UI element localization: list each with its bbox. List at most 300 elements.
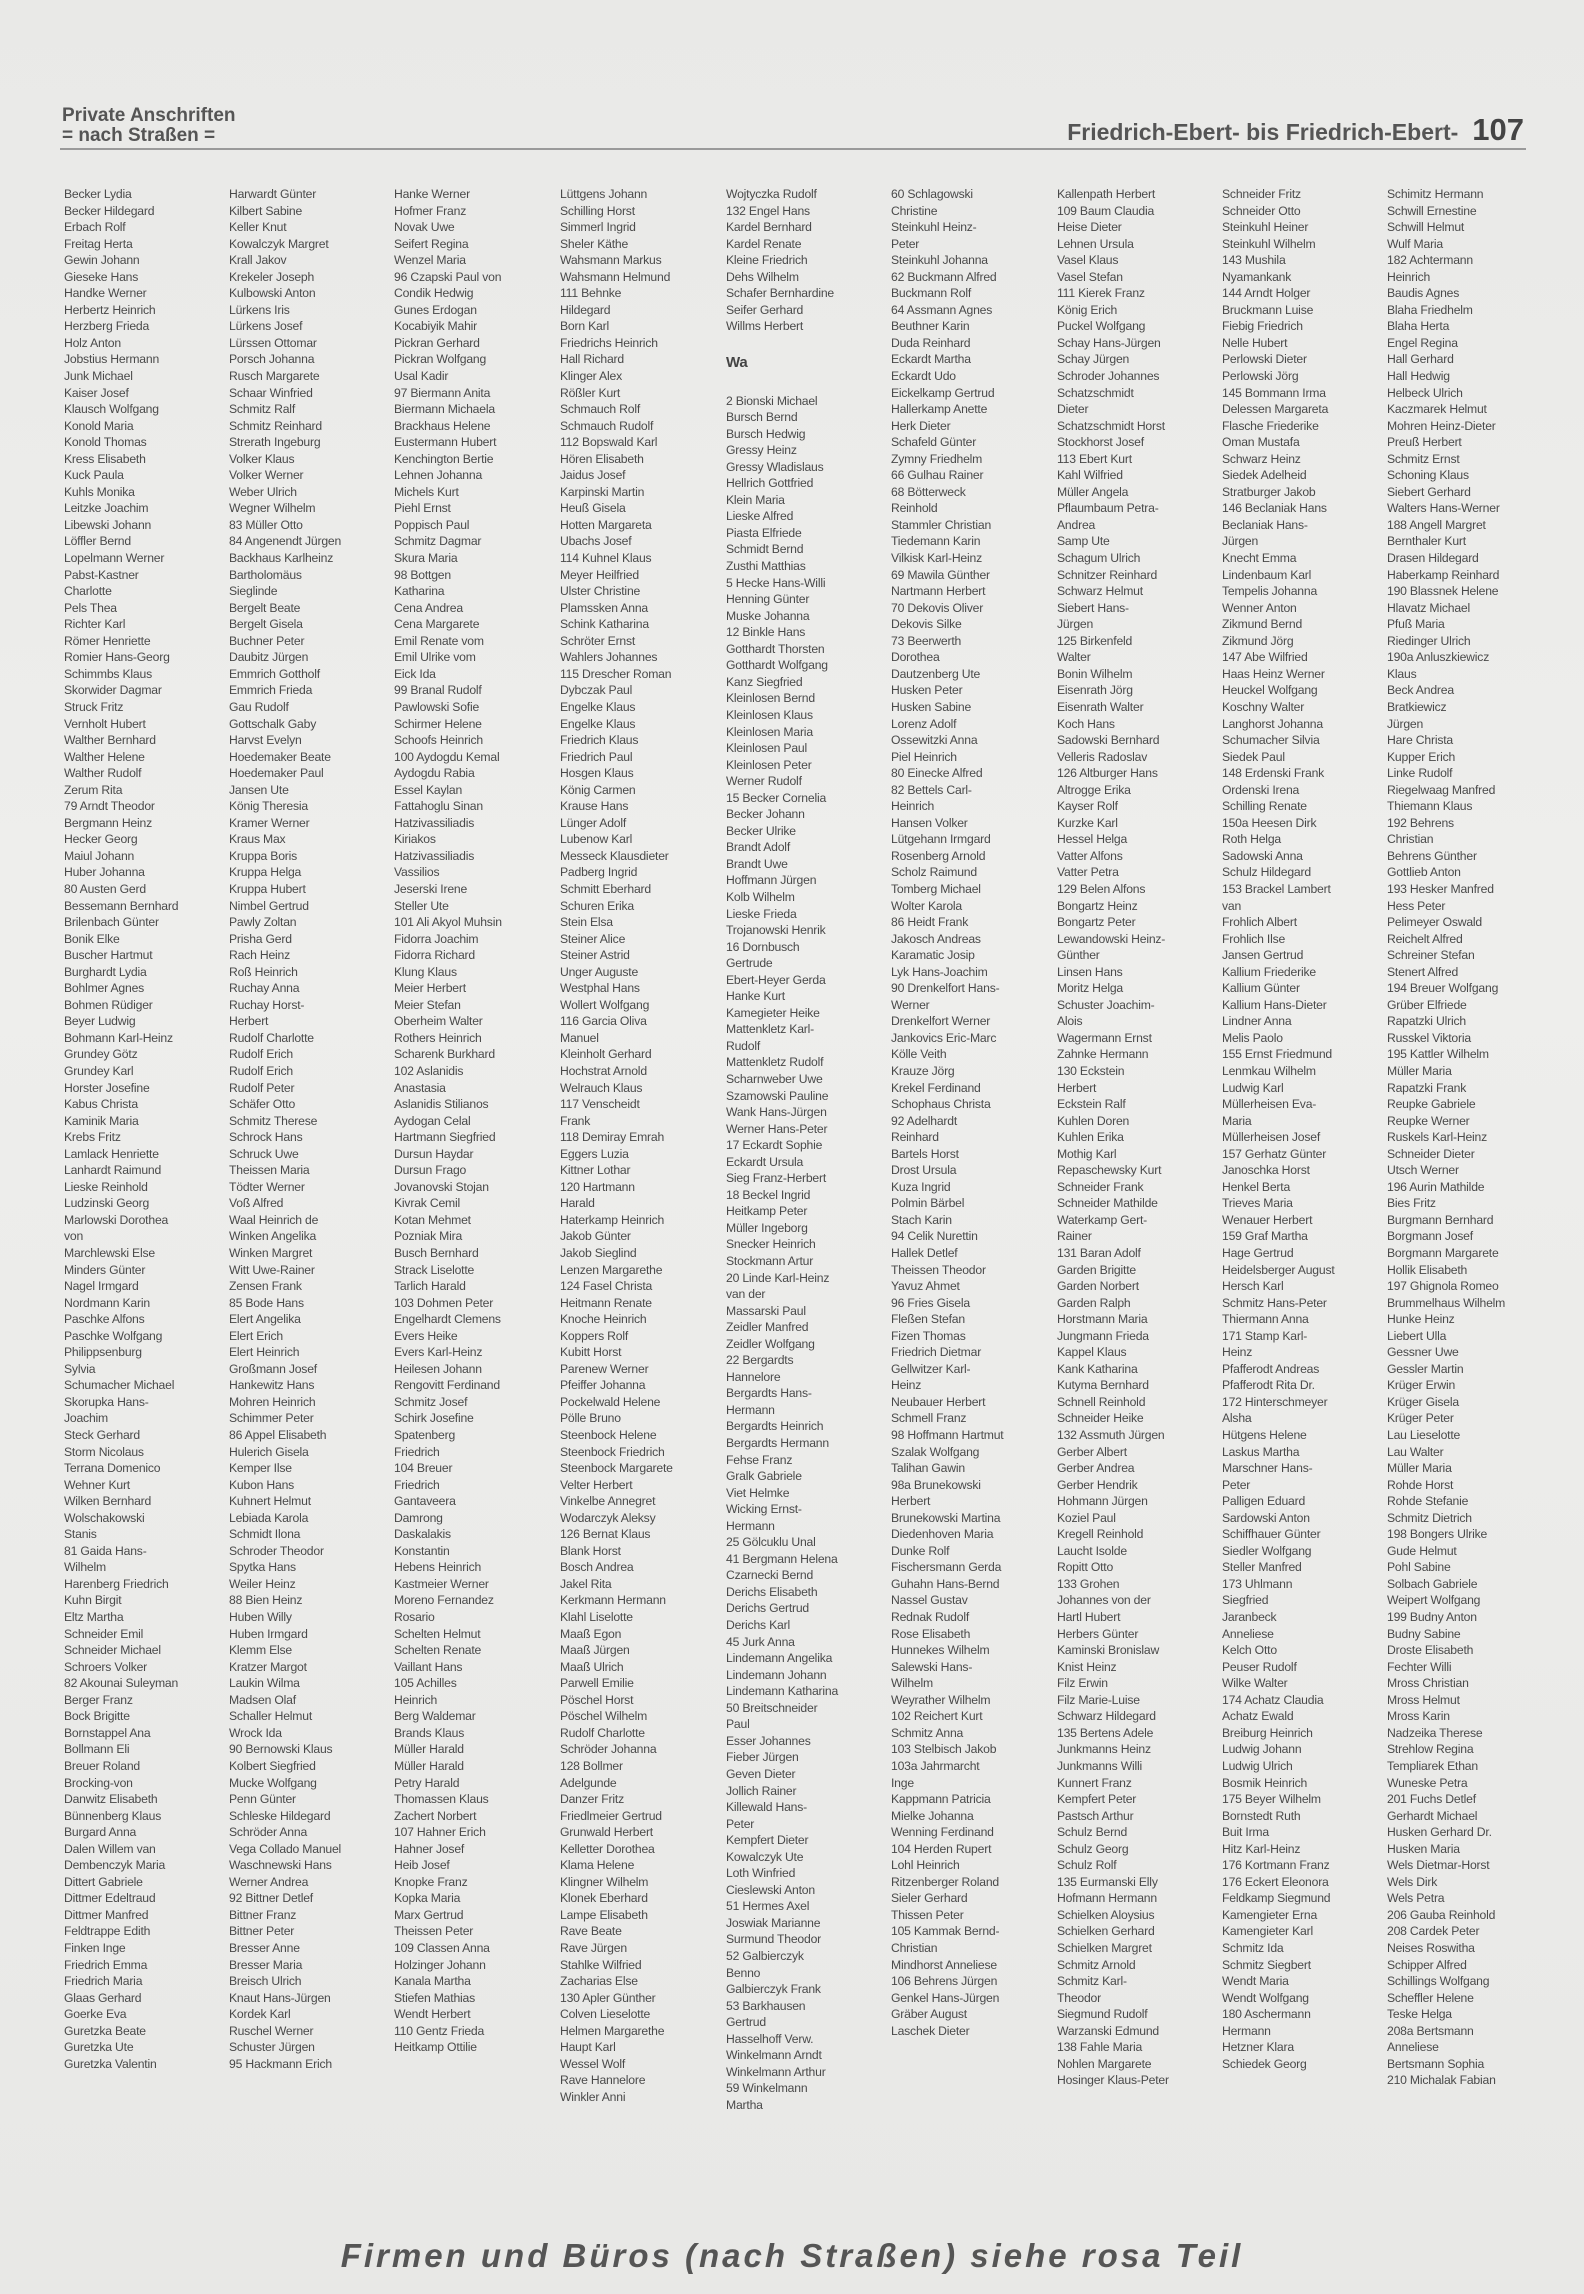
resident-entry: Ropitt Otto <box>1057 1560 1114 1575</box>
resident-entry: Hankewitz Hans <box>229 1378 315 1393</box>
resident-entry: Loth Winfried <box>726 1866 796 1881</box>
resident-entry: Rednak Rudolf <box>891 1610 970 1625</box>
resident-entry: Schirk Josefine <box>394 1411 474 1426</box>
resident-entry: Emmrich Frieda <box>229 683 313 698</box>
resident-entry: Laskus Martha <box>1222 1444 1300 1459</box>
resident-entry: Paschke Wolfgang <box>64 1328 163 1343</box>
resident-entry: Schophaus Christa <box>891 1097 991 1112</box>
resident-entry: Fidorra Richard <box>394 948 475 963</box>
resident-entry: Kuhls Monika <box>64 484 135 499</box>
resident-entry: Delessen Margareta <box>1222 402 1329 417</box>
resident-entry: Moritz Helga <box>1057 981 1124 996</box>
resident-entry: Klingner Wilhelm <box>560 1874 649 1889</box>
resident-entry: Stahlke Wilfried <box>560 1957 642 1972</box>
resident-entry: Nartmann Herbert <box>891 584 986 599</box>
resident-entry: Kleinlosen Maria <box>726 724 813 739</box>
resident-entry: Haas Heinz Werner <box>1222 666 1325 681</box>
resident-entry: Gerber Albert <box>1057 1444 1127 1459</box>
resident-entry: Garden Norbert <box>1057 1279 1139 1294</box>
resident-entry: Schmitz Ida <box>1222 1940 1284 1955</box>
resident-entry: Zerum Rita <box>64 782 123 797</box>
resident-entry: Huben Irmgard <box>229 1626 308 1641</box>
resident-entry: 208a Bertsmann <box>1387 2023 1474 2038</box>
resident-entry: Schelten Helmut <box>394 1626 481 1641</box>
resident-entry: Beuthner Karin <box>891 319 970 334</box>
resident-entry: Riegelwaag Manfred <box>1387 782 1496 797</box>
resident-entry: Kanz Siegfried <box>726 674 803 689</box>
resident-entry: 90 Bernowski Klaus <box>229 1742 333 1757</box>
resident-entry: Hoedemaker Paul <box>229 766 324 781</box>
resident-entry: Zeidler Manfred <box>726 1320 809 1335</box>
resident-entry: Paschke Alfons <box>64 1312 145 1327</box>
resident-entry: Schröter Ernst <box>560 633 636 648</box>
resident-entry: Wilhelm <box>64 1560 106 1575</box>
resident-entry: Schoning Klaus <box>1387 468 1469 483</box>
resident-entry: Heilesen Johann <box>394 1361 482 1376</box>
resident-entry: Busch Bernhard <box>394 1246 479 1260</box>
resident-entry: 18 Beckel Ingrid <box>726 1187 811 1202</box>
resident-entry: Konold Thomas <box>64 435 147 450</box>
resident-entry: Lindenbaum Karl <box>1222 567 1312 582</box>
resident-entry: Friedlmeier Gertrud <box>560 1808 662 1823</box>
resident-entry: Tomberg Michael <box>891 881 981 896</box>
resident-entry: Lampe Elisabeth <box>560 1907 648 1922</box>
resident-entry: 194 Breuer Wolfgang <box>1387 981 1499 996</box>
resident-entry: 15 Becker Cornelia <box>726 790 827 805</box>
resident-entry: Gessner Uwe <box>1387 1345 1459 1360</box>
resident-entry: Friedrich <box>394 1444 440 1459</box>
resident-entry: Kruppa Helga <box>229 865 302 880</box>
resident-entry: Müllerheisen Josef <box>1222 1130 1321 1145</box>
resident-entry: Wrock Ida <box>229 1725 282 1740</box>
resident-entry: Frohlich Ilse <box>1222 931 1286 946</box>
resident-entry: Strerath Ingeburg <box>229 435 321 450</box>
directory-column-8 <box>1222 186 1382 2226</box>
resident-entry: Herbers Günter <box>1057 1626 1139 1641</box>
resident-entry: Schleske Hildegard <box>229 1808 331 1823</box>
resident-entry: Mross Helmut <box>1387 1692 1460 1707</box>
resident-entry: Wank Hans-Jürgen <box>726 1105 827 1120</box>
resident-entry: 83 Müller Otto <box>229 517 303 532</box>
resident-entry: Waterkamp Gert- <box>1057 1212 1148 1227</box>
resident-entry: Konstantin <box>394 1543 450 1558</box>
resident-entry: Kubitt Horst <box>560 1345 622 1360</box>
resident-entry: Joswiak Marianne <box>726 1915 821 1930</box>
resident-entry: Parenew Werner <box>560 1361 649 1376</box>
resident-entry: Hage Gertrud <box>1222 1246 1294 1260</box>
resident-entry: Brummelhaus Wilhelm <box>1387 1295 1506 1310</box>
resident-entry: Bohlmer Agnes <box>64 981 145 996</box>
resident-entry: 109 Baum Claudia <box>1057 203 1155 218</box>
resident-entry: Bollmann Eli <box>64 1742 130 1757</box>
resident-entry: Jovanovski Stojan <box>394 1179 489 1194</box>
resident-entry: Garden Brigitte <box>1057 1262 1136 1277</box>
resident-entry: Meier Herbert <box>394 981 466 996</box>
resident-entry: Schmitz Karl- <box>1057 1974 1127 1989</box>
resident-entry: 196 Aurin Mathilde <box>1387 1179 1485 1194</box>
resident-entry: Jansen Gertrud <box>1222 948 1304 963</box>
resident-entry: Kunnert Franz <box>1057 1775 1132 1790</box>
resident-entry: Gellwitzer Karl- <box>891 1361 971 1376</box>
resident-entry: 116 Garcia Oliva <box>560 1014 647 1029</box>
resident-entry: Prisha Gerd <box>229 931 292 946</box>
resident-entry: Kress Elisabeth <box>64 451 146 466</box>
resident-entry: Krekel Ferdinand <box>891 1080 981 1095</box>
resident-entry: 66 Gulhau Rainer <box>891 468 984 483</box>
resident-entry: 208 Cardek Peter <box>1387 1924 1480 1939</box>
resident-entry: Sieg Franz-Herbert <box>726 1171 827 1186</box>
resident-entry: Gralk Gabriele <box>726 1469 802 1484</box>
resident-entry: Knecht Emma <box>1222 551 1297 566</box>
resident-entry: Gottlieb Anton <box>1387 865 1461 880</box>
resident-entry: 126 Altburger Hans <box>1057 766 1158 781</box>
resident-entry: Oberheim Walter <box>394 1014 483 1029</box>
resident-entry: Schielken Margret <box>1057 1940 1152 1955</box>
resident-entry: Harald <box>560 1196 595 1211</box>
resident-entry: 60 Schlagowski <box>891 187 973 201</box>
resident-entry: Schirmer Helene <box>394 716 482 731</box>
resident-entry: Dittmer Manfred <box>64 1907 149 1922</box>
resident-entry: Hannelore <box>726 1369 781 1384</box>
resident-entry: Weipert Wolfgang <box>1387 1593 1481 1608</box>
resident-entry: Lindemann Johann <box>726 1667 827 1682</box>
resident-entry: 45 Jurk Anna <box>726 1634 795 1649</box>
resident-entry: Gude Helmut <box>1387 1543 1457 1558</box>
resident-entry: Kolb Wilhelm <box>726 889 795 904</box>
resident-entry: Dieter <box>1057 402 1089 417</box>
resident-entry: Kruppa Boris <box>229 848 298 863</box>
resident-entry: Gressy Heinz <box>726 443 797 458</box>
resident-entry: Ruskels Karl-Heinz <box>1387 1130 1488 1145</box>
resident-entry: Fleßen Stefan <box>891 1312 965 1327</box>
resident-entry: Scharnweber Uwe <box>726 1071 823 1086</box>
resident-entry: Hessel Helga <box>1057 832 1128 847</box>
resident-entry: Cena Margarete <box>394 617 480 632</box>
resident-entry: Guretzka Valentin <box>64 2056 157 2071</box>
resident-entry: 97 Biermann Anita <box>394 385 491 400</box>
resident-entry: Stenert Alfred <box>1387 964 1459 979</box>
resident-entry: Trieves Maria <box>1222 1196 1293 1211</box>
section-heading <box>62 106 236 146</box>
resident-entry: Dautzenberg Ute <box>891 666 981 681</box>
resident-entry: 110 Gentz Frieda <box>394 2023 485 2038</box>
resident-entry: Schatzschmidt Horst <box>1057 418 1165 433</box>
resident-entry: Eckardt Ursula <box>726 1154 804 1169</box>
resident-entry: Derichs Elisabeth <box>726 1584 818 1599</box>
resident-entry: Kempfert Dieter <box>726 1833 809 1848</box>
resident-entry: Stockhorst Josef <box>1057 435 1144 450</box>
resident-entry: 73 Beerwerth <box>891 633 962 648</box>
resident-entry: Kerkmann Hermann <box>560 1593 666 1608</box>
resident-entry: Born Karl <box>560 319 610 334</box>
resident-entry: 113 Ebert Kurt <box>1057 451 1132 466</box>
resident-entry: Marx Gertrud <box>394 1907 464 1922</box>
resident-entry: Jürgen <box>1387 716 1424 731</box>
resident-entry: Thiemann Klaus <box>1387 799 1473 814</box>
resident-entry: Flasche Friederike <box>1222 418 1319 433</box>
resident-entry: Brilenbach Günter <box>64 915 159 930</box>
resident-entry: Schimmbs Klaus <box>64 666 152 681</box>
resident-entry: Engel Regina <box>1387 335 1458 350</box>
resident-entry: Gieseke Hans <box>64 269 139 284</box>
resident-entry: Koch Hans <box>1057 716 1115 731</box>
resident-entry: Zikmund Jörg <box>1222 633 1294 648</box>
resident-entry: Krüger Gisela <box>1387 1394 1459 1409</box>
resident-entry: Schay Jürgen <box>1057 352 1130 367</box>
resident-entry: Bergelt Beate <box>229 600 301 615</box>
resident-entry: Marschner Hans- <box>1222 1461 1313 1476</box>
resident-entry: Mohren Heinrich <box>229 1394 316 1409</box>
resident-entry: Jaidus Josef <box>560 468 626 483</box>
resident-entry: Harenberg Friedrich <box>64 1576 169 1591</box>
resident-entry: Lürkens Iris <box>229 302 290 317</box>
resident-entry: 138 Fahle Maria <box>1057 2040 1143 2055</box>
resident-entry: Helbeck Ulrich <box>1387 385 1463 400</box>
resident-entry: Gertrude <box>726 956 773 971</box>
resident-entry: Borgmann Josef <box>1387 1229 1473 1244</box>
resident-entry: Schilling Horst <box>560 203 635 218</box>
resident-entry: Weiler Heinz <box>229 1576 296 1591</box>
resident-entry: Peter <box>726 1816 755 1831</box>
resident-entry: Kratzer Margot <box>229 1659 307 1674</box>
resident-entry: Müller Harald <box>394 1742 464 1757</box>
resident-entry: Schiffhauer Günter <box>1222 1527 1321 1542</box>
resident-entry: Heitkamp Ottilie <box>394 2040 477 2055</box>
resident-entry: Gerhardt Michael <box>1387 1808 1478 1823</box>
resident-entry: Wendt Herbert <box>394 2007 471 2022</box>
resident-entry: Rudolf Peter <box>229 1080 295 1095</box>
resident-entry: Schröder Anna <box>229 1825 308 1840</box>
resident-entry: Klinger Alex <box>560 369 622 384</box>
resident-entry: Walther Rudolf <box>64 766 142 781</box>
resident-entry: Bongartz Peter <box>1057 915 1136 930</box>
resident-entry: Langhorst Johanna <box>1222 716 1323 731</box>
resident-entry: Fehse Franz <box>726 1452 793 1467</box>
resident-entry: Reichelt Alfred <box>1387 931 1463 946</box>
resident-entry: 112 Bopswald Karl <box>560 435 658 450</box>
resident-entry: Bergardts Heinrich <box>726 1419 824 1434</box>
resident-entry: Dursun Frago <box>394 1163 467 1178</box>
resident-entry: Kordek Karl <box>229 2007 291 2022</box>
section-heading-line2: = nach Straßen = <box>62 125 216 146</box>
resident-entry: Müller Maria <box>1387 1063 1452 1078</box>
resident-entry: Solbach Gabriele <box>1387 1576 1478 1591</box>
resident-entry: Scholz Raimund <box>891 865 977 880</box>
resident-entry: Lopelmann Werner <box>64 551 165 566</box>
resident-entry: 157 Gerhatz Günter <box>1222 1146 1327 1161</box>
resident-entry: Gräber August <box>891 2007 967 2022</box>
resident-entry: 70 Dekovis Oliver <box>891 600 984 615</box>
resident-entry: Kappmann Patricia <box>891 1792 991 1807</box>
resident-entry: Mindhorst Anneliese <box>891 1957 997 1972</box>
resident-entry: Aslanidis Stilianos <box>394 1097 489 1112</box>
resident-entry: 124 Fasel Christa <box>560 1279 653 1294</box>
resident-entry: Kaminik Maria <box>64 1113 139 1128</box>
resident-entry: Kraus Max <box>229 832 286 847</box>
resident-entry: Stammler Christian <box>891 517 992 532</box>
resident-entry: 86 Appel Elisabeth <box>229 1428 327 1443</box>
resident-entry: 118 Demiray Emrah <box>560 1130 665 1145</box>
resident-entry: Kamengieter Erna <box>1222 1907 1318 1922</box>
resident-entry: Ossewitzki Anna <box>891 733 978 748</box>
resident-entry: Husken Maria <box>1387 1841 1460 1856</box>
resident-entry: Lieske Frieda <box>726 906 797 921</box>
resident-entry: Schwarz Hildegard <box>1057 1709 1156 1724</box>
resident-entry: Mohren Heinz-Dieter <box>1387 418 1496 433</box>
resident-entry: Unger Auguste <box>560 964 639 979</box>
resident-entry: Samp Ute <box>1057 534 1110 549</box>
resident-entry: Lorenz Adolf <box>891 716 957 731</box>
resident-entry: Kuhn Birgit <box>64 1593 122 1608</box>
resident-entry: Sieler Gerhard <box>891 1891 968 1906</box>
resident-entry: Kutyma Bernhard <box>1057 1378 1149 1393</box>
resident-entry: Steller Ute <box>394 898 449 913</box>
resident-entry: Klein Maria <box>726 492 785 507</box>
resident-entry: Eltz Martha <box>64 1610 124 1625</box>
resident-entry: 59 Winkelmann <box>726 2081 808 2096</box>
resident-entry: 159 Graf Martha <box>1222 1229 1308 1244</box>
resident-entry: Feldtrappe Edith <box>64 1924 151 1939</box>
resident-entry: Maaß Egon <box>560 1626 622 1641</box>
resident-entry: Nassel Gustav <box>891 1593 968 1608</box>
resident-entry: Rosenberg Arnold <box>891 848 986 863</box>
resident-entry: Bies Fritz <box>1387 1196 1436 1211</box>
resident-entry: 135 Eurmanski Elly <box>1057 1874 1158 1889</box>
resident-entry: Siegmund Rudolf <box>1057 2007 1148 2022</box>
resident-entry: Droste Elisabeth <box>1387 1643 1474 1658</box>
resident-entry: Kelch Otto <box>1222 1643 1277 1658</box>
resident-entry: Zikmund Bernd <box>1222 617 1303 632</box>
resident-entry: 16 Dornbusch <box>726 939 800 954</box>
resident-entry: Hall Gerhard <box>1387 352 1454 367</box>
resident-entry: 195 Kattler Wilhelm <box>1387 1047 1489 1062</box>
resident-entry: Gessler Martin <box>1387 1361 1464 1376</box>
resident-entry: 2 Bionski Michael <box>726 393 818 408</box>
resident-entry: Hall Richard <box>560 352 624 367</box>
resident-entry: Rengovitt Ferdinand <box>394 1378 500 1393</box>
resident-entry: Hatzivassiliadis <box>394 815 475 830</box>
resident-entry: Laukin Wilma <box>229 1676 300 1691</box>
resident-entry: Vatter Alfons <box>1057 848 1123 863</box>
resident-entry: Skura Maria <box>394 551 458 566</box>
resident-entry: Polmin Bärbel <box>891 1196 965 1211</box>
resident-entry: Winkelmann Arthur <box>726 2064 826 2079</box>
resident-entry: Reinhard <box>891 1130 939 1145</box>
resident-entry: Wessel Wolf <box>560 2056 626 2071</box>
resident-entry: Stach Karin <box>891 1212 952 1227</box>
resident-entry: Fechter Willi <box>1387 1659 1452 1674</box>
resident-entry: Dybczak Paul <box>560 683 633 698</box>
resident-entry: Biermann Michaela <box>394 402 495 417</box>
resident-entry: Brands Klaus <box>394 1725 465 1740</box>
resident-entry: Keller Knut <box>229 220 287 235</box>
resident-entry: Wojtyczka Rudolf <box>726 187 817 201</box>
resident-entry: Pfeiffer Johanna <box>560 1378 646 1393</box>
resident-entry: Mielke Johanna <box>891 1808 974 1823</box>
resident-entry: Rapatzki Frank <box>1387 1080 1467 1095</box>
resident-entry: Brunekowski Martina <box>891 1510 1001 1525</box>
resident-entry: Kölle Veith <box>891 1047 947 1062</box>
resident-entry: Bergelt Gisela <box>229 617 303 632</box>
resident-entry: Mattenkletz Rudolf <box>726 1055 824 1070</box>
resident-entry: Gerber Andrea <box>1057 1461 1135 1476</box>
resident-entry: Stanis <box>64 1527 97 1542</box>
resident-entry: Schuster Joachim- <box>1057 997 1155 1012</box>
resident-entry: Kuza Ingrid <box>891 1179 951 1194</box>
resident-entry: Brandt Adolf <box>726 840 790 855</box>
resident-entry: Neises Roswitha <box>1387 1940 1475 1955</box>
resident-entry: Hohmann Jürgen <box>1057 1494 1148 1509</box>
resident-entry: Schwarz Helmut <box>1057 584 1143 599</box>
resident-entry: Kappel Klaus <box>1057 1345 1127 1360</box>
resident-entry: 98 Hoffmann Hartmut <box>891 1428 1004 1443</box>
resident-entry: Petry Harald <box>394 1775 460 1790</box>
resident-entry: Waschnewski Hans <box>229 1858 332 1873</box>
resident-entry: Inge <box>891 1775 914 1790</box>
resident-entry: Porsch Johanna <box>229 352 315 367</box>
resident-entry: Bohmen Rüdiger <box>64 997 153 1012</box>
resident-entry: 41 Bergmann Helena <box>726 1551 838 1566</box>
resident-entry: Herbert <box>891 1494 931 1509</box>
resident-entry: Lieske Alfred <box>726 509 794 524</box>
resident-entry: Kocabiyik Mahir <box>394 319 478 334</box>
resident-entry: Esser Johannes <box>726 1733 811 1748</box>
resident-entry: Anastasia <box>394 1080 446 1095</box>
resident-entry: Schumacher Michael <box>64 1378 175 1393</box>
resident-entry: Eickelkamp Gertrud <box>891 385 995 400</box>
resident-entry: Friedrich Emma <box>64 1957 148 1972</box>
resident-entry: Ludwig Ulrich <box>1222 1758 1293 1773</box>
resident-entry: Eckstein Ralf <box>1057 1097 1126 1112</box>
resident-entry: Becker Hildegard <box>64 203 155 218</box>
resident-entry: Schmitz Arnold <box>1057 1957 1136 1972</box>
resident-entry: Teske Helga <box>1387 2007 1452 2022</box>
resident-entry: Thissen Peter <box>891 1907 964 1922</box>
resident-entry: Schaller Helmut <box>229 1709 313 1724</box>
resident-entry: Sadowski Anna <box>1222 848 1303 863</box>
directory-column-1 <box>64 186 224 2226</box>
resident-entry: 92 Adelhardt <box>891 1113 958 1128</box>
resident-entry: Gottschalk Gaby <box>229 716 317 731</box>
resident-entry: 22 Bergardts <box>726 1353 794 1368</box>
resident-entry: Günther <box>1057 948 1100 963</box>
resident-entry: Husken Peter <box>891 683 963 698</box>
resident-entry: 103 Dohmen Peter <box>394 1295 494 1310</box>
resident-entry: Anneliese <box>1387 2040 1439 2055</box>
resident-entry: Winken Margret <box>229 1246 313 1260</box>
resident-entry: Fattahoglu Sinan <box>394 799 483 814</box>
resident-entry: Wolschakowski <box>64 1510 145 1525</box>
resident-entry: Klahl Liselotte <box>560 1610 633 1625</box>
resident-entry: Hartmann Siegfried <box>394 1130 496 1145</box>
resident-entry: Katharina <box>394 584 445 599</box>
resident-entry: Siegfried <box>1222 1593 1269 1608</box>
resident-entry: Jakosch Andreas <box>891 931 981 946</box>
resident-entry: Weyrather Wilhelm <box>891 1692 991 1707</box>
resident-entry: Condik Hedwig <box>394 286 474 301</box>
resident-entry: Pöschel Wilhelm <box>560 1709 648 1724</box>
resident-entry: Kulbowski Anton <box>229 286 316 301</box>
resident-entry: Hermann <box>1222 2023 1271 2038</box>
resident-entry: Engelhardt Clemens <box>394 1312 501 1327</box>
resident-entry: Kuhnert Helmut <box>229 1494 311 1509</box>
resident-entry: Vilkisk Karl-Heinz <box>891 551 982 566</box>
resident-entry: Knaut Hans-Jürgen <box>229 1990 331 2005</box>
resident-entry: 99 Branal Rudolf <box>394 683 482 698</box>
resident-entry: Christian <box>891 1940 938 1955</box>
resident-entry: Templiarek Ethan <box>1387 1758 1478 1773</box>
resident-entry: Jürgen <box>1057 617 1094 632</box>
